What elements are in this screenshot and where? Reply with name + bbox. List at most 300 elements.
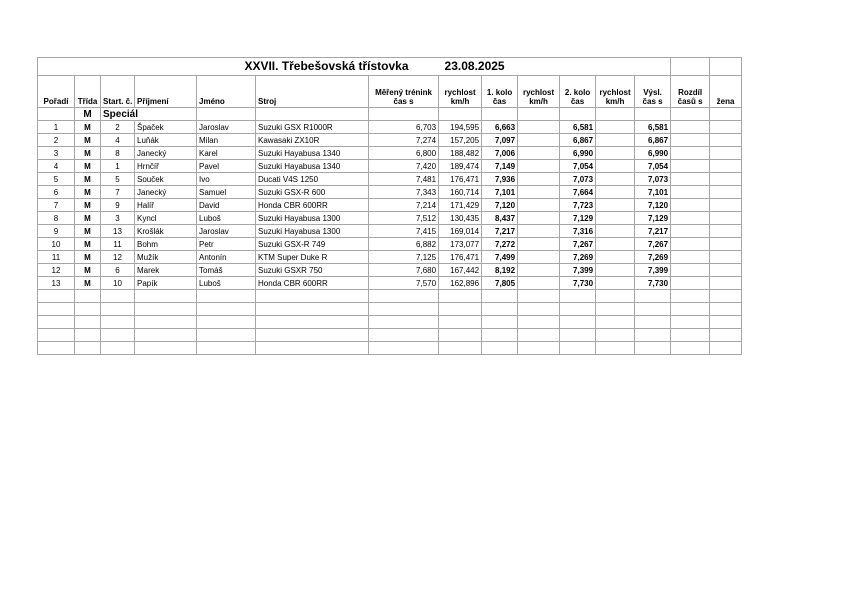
- col-header-rozdil-l1: Rozdíl: [678, 88, 703, 97]
- empty-row: [38, 316, 742, 329]
- table-row: [38, 147, 742, 160]
- cell-stroj: Suzuki GSXR 750: [256, 264, 369, 277]
- col-header-rozdil: [671, 76, 710, 108]
- empty-cell: [197, 290, 256, 303]
- cell-mereny: 6,882: [369, 238, 439, 251]
- empty-cell: [671, 108, 710, 121]
- cell-zena: [710, 251, 742, 264]
- cell-kolo2: 7,267: [560, 238, 596, 251]
- cell-kolo1: 6,663: [482, 121, 518, 134]
- empty-cell: [596, 290, 635, 303]
- empty-row: [38, 329, 742, 342]
- empty-cell: [635, 303, 671, 316]
- cell-mereny: 7,512: [369, 212, 439, 225]
- cell-rychlost3: [596, 277, 635, 290]
- cell-kolo2: 7,664: [560, 186, 596, 199]
- cell-kolo1: 8,192: [482, 264, 518, 277]
- col-header-kolo2-l2: čas: [570, 97, 585, 106]
- cell-vysl: 7,129: [635, 212, 671, 225]
- cell-start: 13: [101, 225, 135, 238]
- empty-cell: [671, 58, 710, 76]
- cell-stroj: Suzuki Hayabusa 1340: [256, 147, 369, 160]
- table-row: [38, 173, 742, 186]
- cell-vysl: 6,990: [635, 147, 671, 160]
- cell-prijmeni: Luňák: [135, 134, 197, 147]
- cell-kolo2: 7,399: [560, 264, 596, 277]
- table-row: [38, 264, 742, 277]
- empty-cell: [197, 303, 256, 316]
- cell-prijmeni: Marek: [135, 264, 197, 277]
- cell-rychlost1: 189,474: [439, 160, 482, 173]
- cell-start: 12: [101, 251, 135, 264]
- cell-rychlost3: [596, 160, 635, 173]
- col-header-vysl-l1: Výsl.: [643, 88, 662, 97]
- cell-rozdil: [671, 134, 710, 147]
- cell-rychlost3: [596, 225, 635, 238]
- cell-kolo2: 7,129: [560, 212, 596, 225]
- empty-cell: [75, 290, 101, 303]
- empty-cell: [101, 316, 135, 329]
- cell-rozdil: [671, 264, 710, 277]
- cell-mereny: 7,125: [369, 251, 439, 264]
- table-row: [38, 121, 742, 134]
- cell-prijmeni: Souček: [135, 173, 197, 186]
- cell-mereny: 7,274: [369, 134, 439, 147]
- empty-cell: [482, 108, 518, 121]
- cell-jmeno: Jaroslav: [197, 121, 256, 134]
- cell-stroj: Ducati V4S 1250: [256, 173, 369, 186]
- cell-trida: M: [75, 160, 101, 173]
- empty-cell: [135, 316, 197, 329]
- cell-rychlost1: 171,429: [439, 199, 482, 212]
- cell-kolo2: 7,054: [560, 160, 596, 173]
- cell-zena: [710, 212, 742, 225]
- col-header-rychlost1-l2: km/h: [450, 97, 470, 106]
- empty-cell: [596, 108, 635, 121]
- cell-mereny: 7,680: [369, 264, 439, 277]
- col-header-start: Start. č.: [101, 76, 135, 108]
- empty-cell: [560, 108, 596, 121]
- empty-cell: [710, 316, 742, 329]
- cell-trida: M: [75, 147, 101, 160]
- col-header-rychlost3-l1: rychlost: [599, 88, 631, 97]
- results-table: [37, 57, 742, 355]
- cell-poradi: 5: [38, 173, 75, 186]
- empty-cell: [635, 329, 671, 342]
- empty-cell: [439, 290, 482, 303]
- cell-prijmeni: Mužík: [135, 251, 197, 264]
- empty-cell: [101, 290, 135, 303]
- cell-start: 3: [101, 212, 135, 225]
- cell-mereny: 6,703: [369, 121, 439, 134]
- empty-cell: [710, 329, 742, 342]
- cell-prijmeni: Kyncl: [135, 212, 197, 225]
- title-row: [38, 58, 742, 76]
- cell-stroj: Suzuki GSX-R 600: [256, 186, 369, 199]
- cell-poradi: 6: [38, 186, 75, 199]
- empty-cell: [710, 290, 742, 303]
- cell-kolo1: 7,499: [482, 251, 518, 264]
- empty-cell: [101, 329, 135, 342]
- empty-cell: [596, 316, 635, 329]
- cell-prijmeni: Bohm: [135, 238, 197, 251]
- col-header-vysl-l2: čas s: [642, 97, 663, 106]
- cell-start: 2: [101, 121, 135, 134]
- empty-cell: [256, 290, 369, 303]
- col-header-jmeno: Jméno: [197, 76, 256, 108]
- cell-vysl: 7,054: [635, 160, 671, 173]
- cell-kolo2: 7,316: [560, 225, 596, 238]
- empty-cell: [256, 329, 369, 342]
- cell-trida: M: [75, 225, 101, 238]
- empty-cell: [482, 342, 518, 355]
- cell-vysl: 7,267: [635, 238, 671, 251]
- cell-mereny: 7,420: [369, 160, 439, 173]
- cell-mereny: 7,481: [369, 173, 439, 186]
- cell-mereny: 7,415: [369, 225, 439, 238]
- empty-cell: [635, 108, 671, 121]
- empty-cell: [482, 316, 518, 329]
- table-row: [38, 212, 742, 225]
- cell-vysl: 7,120: [635, 199, 671, 212]
- cell-trida: M: [75, 251, 101, 264]
- cell-rychlost2: [518, 186, 560, 199]
- cell-trida: M: [75, 238, 101, 251]
- cell-jmeno: Tomáš: [197, 264, 256, 277]
- empty-cell: [671, 316, 710, 329]
- cell-start: 7: [101, 186, 135, 199]
- cell-trida: M: [75, 134, 101, 147]
- cell-trida: M: [75, 264, 101, 277]
- cell-zena: [710, 264, 742, 277]
- cell-rozdil: [671, 160, 710, 173]
- cell-zena: [710, 225, 742, 238]
- cell-rychlost2: [518, 199, 560, 212]
- col-header-kolo1-l2: čas: [492, 97, 507, 106]
- event-title: XXVII. Třebešovská třístovka: [38, 58, 439, 76]
- empty-cell: [518, 329, 560, 342]
- cell-rychlost1: 176,471: [439, 173, 482, 186]
- empty-cell: [135, 329, 197, 342]
- cell-jmeno: Ivo: [197, 173, 256, 186]
- cell-vysl: 6,867: [635, 134, 671, 147]
- cell-start: 1: [101, 160, 135, 173]
- empty-cell: [596, 329, 635, 342]
- cell-prijmeni: Janecký: [135, 147, 197, 160]
- empty-cell: [671, 290, 710, 303]
- cell-mereny: 7,570: [369, 277, 439, 290]
- cell-start: 11: [101, 238, 135, 251]
- empty-cell: [38, 342, 75, 355]
- empty-cell: [256, 108, 369, 121]
- empty-cell: [518, 342, 560, 355]
- cell-rychlost1: 157,205: [439, 134, 482, 147]
- cell-rychlost2: [518, 264, 560, 277]
- empty-row: [38, 342, 742, 355]
- cell-kolo2: 7,730: [560, 277, 596, 290]
- empty-cell: [710, 108, 742, 121]
- cell-kolo1: 7,217: [482, 225, 518, 238]
- table-row: [38, 186, 742, 199]
- empty-cell: [101, 303, 135, 316]
- cell-rychlost3: [596, 251, 635, 264]
- empty-cell: [635, 342, 671, 355]
- empty-cell: [439, 303, 482, 316]
- empty-cell: [256, 316, 369, 329]
- cell-zena: [710, 160, 742, 173]
- cell-stroj: KTM Super Duke R: [256, 251, 369, 264]
- empty-cell: [518, 316, 560, 329]
- col-header-rychlost3: [596, 76, 635, 108]
- table-row: [38, 251, 742, 264]
- cell-stroj: Honda CBR 600RR: [256, 199, 369, 212]
- cell-zena: [710, 134, 742, 147]
- col-header-trida: Třída: [75, 76, 101, 108]
- cell-kolo2: 7,269: [560, 251, 596, 264]
- empty-cell: [135, 290, 197, 303]
- empty-cell: [671, 303, 710, 316]
- cell-kolo1: 7,006: [482, 147, 518, 160]
- cell-zena: [710, 238, 742, 251]
- cell-zena: [710, 199, 742, 212]
- col-header-mereny-l2: čas s: [393, 97, 414, 106]
- empty-cell: [135, 342, 197, 355]
- empty-cell: [101, 342, 135, 355]
- cell-start: 9: [101, 199, 135, 212]
- cell-start: 8: [101, 147, 135, 160]
- cell-trida: M: [75, 212, 101, 225]
- cell-jmeno: Petr: [197, 238, 256, 251]
- cell-mereny: 7,214: [369, 199, 439, 212]
- cell-rychlost2: [518, 160, 560, 173]
- col-header-rychlost2: [518, 76, 560, 108]
- empty-cell: [197, 342, 256, 355]
- cell-stroj: Suzuki GSX R1000R: [256, 121, 369, 134]
- cell-jmeno: Jaroslav: [197, 225, 256, 238]
- cell-rozdil: [671, 199, 710, 212]
- empty-cell: [38, 316, 75, 329]
- cell-kolo1: 8,437: [482, 212, 518, 225]
- cell-rychlost1: 130,435: [439, 212, 482, 225]
- cell-rychlost1: 162,896: [439, 277, 482, 290]
- cell-poradi: 1: [38, 121, 75, 134]
- cell-vysl: 7,730: [635, 277, 671, 290]
- cell-poradi: 4: [38, 160, 75, 173]
- table-row: [38, 277, 742, 290]
- cell-vysl: 6,581: [635, 121, 671, 134]
- cell-rozdil: [671, 212, 710, 225]
- cell-rychlost3: [596, 186, 635, 199]
- empty-cell: [38, 329, 75, 342]
- cell-stroj: Suzuki Hayabusa 1340: [256, 160, 369, 173]
- col-header-prijmeni: Příjmení: [135, 76, 197, 108]
- cell-stroj: Honda CBR 600RR: [256, 277, 369, 290]
- col-header-stroj: Stroj: [256, 76, 369, 108]
- cell-vysl: 7,073: [635, 173, 671, 186]
- empty-cell: [560, 303, 596, 316]
- section-name: Speciál: [101, 108, 197, 121]
- cell-kolo2: 6,990: [560, 147, 596, 160]
- cell-jmeno: Antonín: [197, 251, 256, 264]
- cell-rozdil: [671, 173, 710, 186]
- col-header-kolo2: [560, 76, 596, 108]
- col-header-rychlost2-l1: rychlost: [522, 88, 555, 97]
- cell-rychlost2: [518, 173, 560, 186]
- empty-cell: [369, 329, 439, 342]
- table-row: [38, 134, 742, 147]
- cell-vysl: 7,399: [635, 264, 671, 277]
- empty-cell: [197, 316, 256, 329]
- cell-zena: [710, 147, 742, 160]
- empty-cell: [710, 303, 742, 316]
- empty-row: [38, 290, 742, 303]
- cell-kolo2: 7,073: [560, 173, 596, 186]
- cell-start: 10: [101, 277, 135, 290]
- cell-jmeno: Karel: [197, 147, 256, 160]
- cell-poradi: 9: [38, 225, 75, 238]
- col-header-kolo1: [482, 76, 518, 108]
- empty-cell: [197, 108, 256, 121]
- empty-cell: [560, 290, 596, 303]
- empty-cell: [439, 329, 482, 342]
- cell-rychlost2: [518, 121, 560, 134]
- cell-kolo1: 7,097: [482, 134, 518, 147]
- col-header-mereny: [369, 76, 439, 108]
- cell-rozdil: [671, 251, 710, 264]
- cell-rychlost1: 176,471: [439, 251, 482, 264]
- empty-cell: [75, 303, 101, 316]
- cell-vysl: 7,217: [635, 225, 671, 238]
- col-header-kolo1-l1: 1. kolo: [486, 88, 513, 97]
- cell-rozdil: [671, 238, 710, 251]
- cell-trida: M: [75, 277, 101, 290]
- empty-cell: [256, 303, 369, 316]
- empty-cell: [596, 342, 635, 355]
- empty-cell: [560, 329, 596, 342]
- cell-jmeno: Luboš: [197, 212, 256, 225]
- cell-prijmeni: Janecký: [135, 186, 197, 199]
- empty-cell: [38, 108, 75, 121]
- cell-stroj: Suzuki Hayabusa 1300: [256, 225, 369, 238]
- cell-rychlost3: [596, 264, 635, 277]
- empty-cell: [482, 290, 518, 303]
- col-header-rychlost2-l2: km/h: [529, 97, 548, 106]
- col-header-rychlost1-l1: rychlost: [444, 88, 476, 97]
- col-header-zena: žena: [710, 76, 742, 108]
- cell-start: 6: [101, 264, 135, 277]
- cell-zena: [710, 186, 742, 199]
- cell-kolo1: 7,805: [482, 277, 518, 290]
- cell-kolo1: 7,101: [482, 186, 518, 199]
- empty-cell: [671, 342, 710, 355]
- cell-rychlost2: [518, 277, 560, 290]
- col-header-rychlost3-l2: km/h: [605, 97, 625, 106]
- empty-cell: [369, 316, 439, 329]
- empty-cell: [439, 316, 482, 329]
- section-class: M: [75, 108, 101, 121]
- empty-cell: [710, 58, 742, 76]
- cell-jmeno: David: [197, 199, 256, 212]
- cell-poradi: 2: [38, 134, 75, 147]
- cell-prijmeni: Papík: [135, 277, 197, 290]
- col-header-mereny-l1: Měřený trénink: [375, 88, 432, 97]
- table-row: [38, 199, 742, 212]
- cell-kolo1: 7,120: [482, 199, 518, 212]
- cell-trida: M: [75, 173, 101, 186]
- cell-jmeno: Pavel: [197, 160, 256, 173]
- cell-kolo1: 7,272: [482, 238, 518, 251]
- cell-poradi: 12: [38, 264, 75, 277]
- cell-mereny: 6,800: [369, 147, 439, 160]
- cell-rychlost2: [518, 225, 560, 238]
- cell-rychlost3: [596, 147, 635, 160]
- cell-jmeno: Milan: [197, 134, 256, 147]
- cell-jmeno: Luboš: [197, 277, 256, 290]
- empty-cell: [439, 342, 482, 355]
- cell-rychlost3: [596, 173, 635, 186]
- empty-cell: [671, 329, 710, 342]
- empty-cell: [482, 303, 518, 316]
- cell-rychlost2: [518, 238, 560, 251]
- table-row: [38, 160, 742, 173]
- table-row: [38, 238, 742, 251]
- empty-cell: [369, 342, 439, 355]
- empty-cell: [710, 342, 742, 355]
- cell-rozdil: [671, 277, 710, 290]
- empty-cell: [518, 108, 560, 121]
- cell-rychlost1: 169,014: [439, 225, 482, 238]
- cell-mereny: 7,343: [369, 186, 439, 199]
- cell-kolo2: 6,867: [560, 134, 596, 147]
- empty-cell: [38, 290, 75, 303]
- empty-cell: [369, 303, 439, 316]
- cell-prijmeni: Špaček: [135, 121, 197, 134]
- cell-zena: [710, 121, 742, 134]
- cell-rychlost2: [518, 251, 560, 264]
- event-date: 23.08.2025: [439, 58, 671, 76]
- empty-cell: [596, 303, 635, 316]
- empty-cell: [635, 316, 671, 329]
- cell-rychlost1: 167,442: [439, 264, 482, 277]
- cell-rychlost2: [518, 212, 560, 225]
- empty-cell: [439, 108, 482, 121]
- cell-poradi: 11: [38, 251, 75, 264]
- cell-rychlost3: [596, 238, 635, 251]
- cell-stroj: Suzuki GSX-R 749: [256, 238, 369, 251]
- cell-rozdil: [671, 147, 710, 160]
- empty-cell: [518, 290, 560, 303]
- cell-rozdil: [671, 186, 710, 199]
- cell-jmeno: Samuel: [197, 186, 256, 199]
- cell-start: 4: [101, 134, 135, 147]
- cell-poradi: 13: [38, 277, 75, 290]
- cell-rychlost2: [518, 134, 560, 147]
- header-row: [38, 76, 742, 108]
- empty-cell: [518, 303, 560, 316]
- cell-rychlost3: [596, 212, 635, 225]
- cell-trida: M: [75, 199, 101, 212]
- empty-cell: [75, 329, 101, 342]
- cell-prijmeni: Halíř: [135, 199, 197, 212]
- cell-stroj: Suzuki Hayabusa 1300: [256, 212, 369, 225]
- cell-prijmeni: Krošlák: [135, 225, 197, 238]
- cell-zena: [710, 277, 742, 290]
- col-header-vysl: [635, 76, 671, 108]
- cell-prijmeni: Hrnčíř: [135, 160, 197, 173]
- cell-rychlost2: [518, 147, 560, 160]
- cell-vysl: 7,269: [635, 251, 671, 264]
- cell-poradi: 10: [38, 238, 75, 251]
